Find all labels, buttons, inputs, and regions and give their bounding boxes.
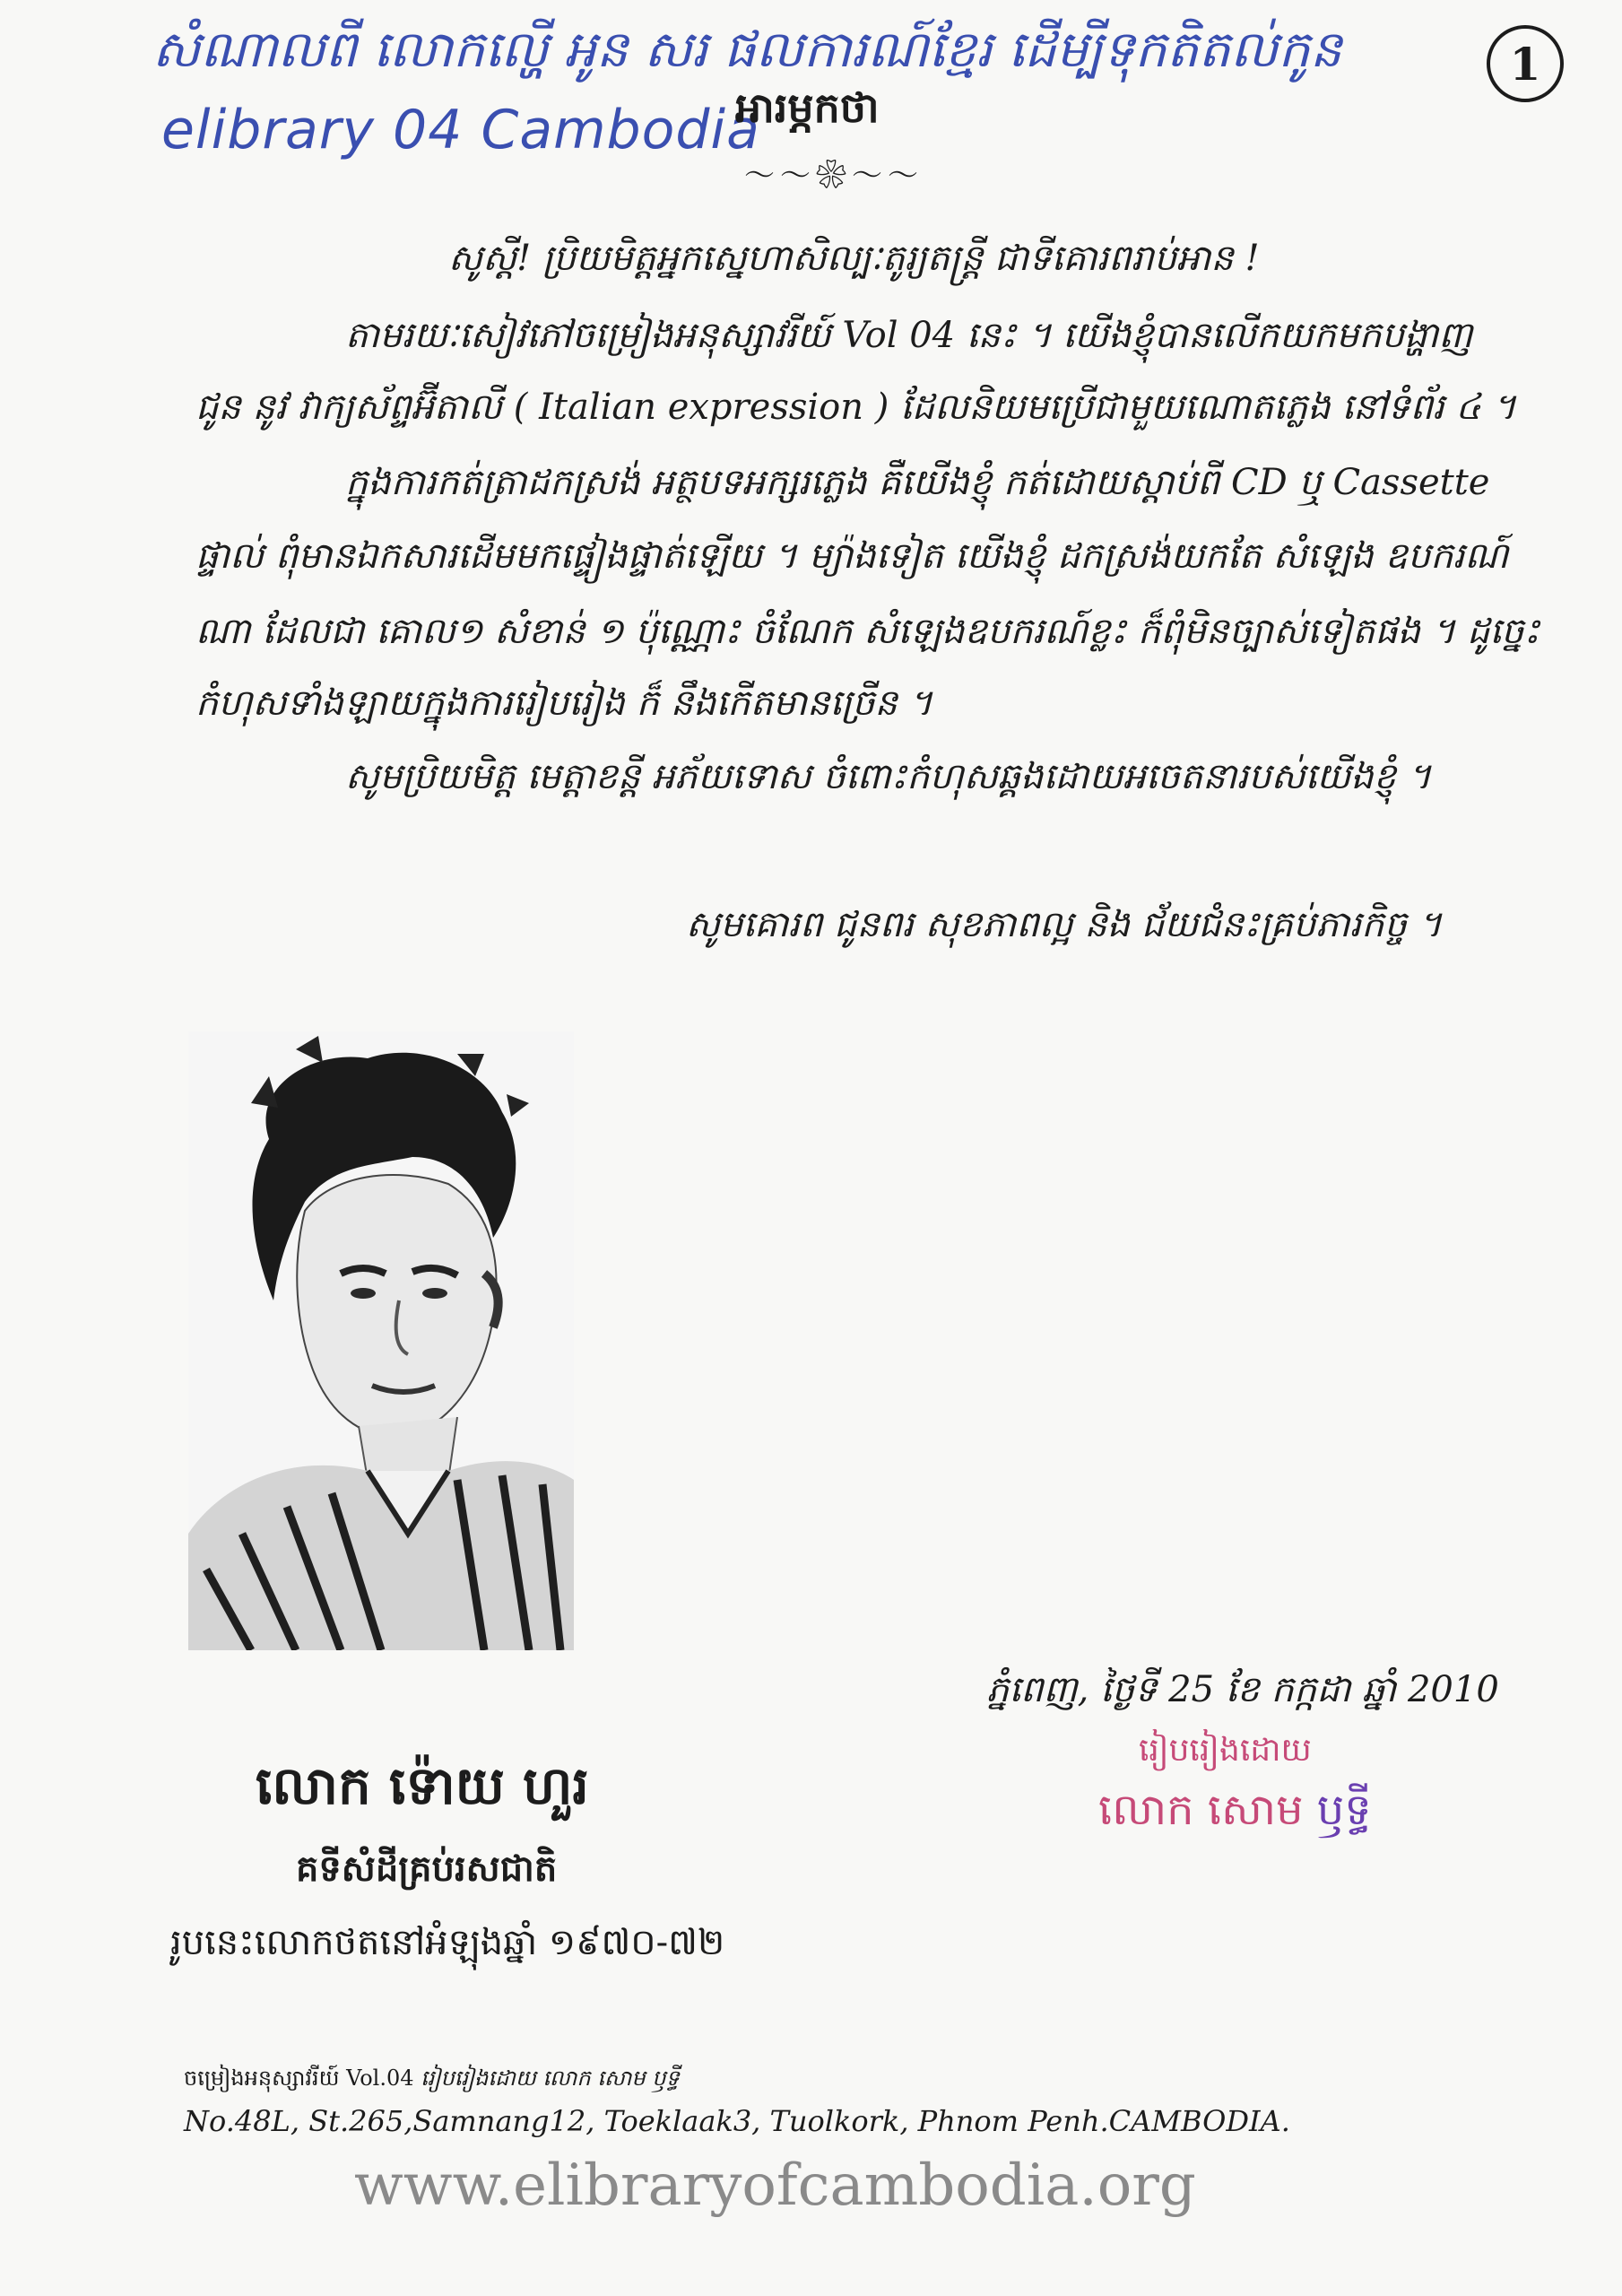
portrait-photo bbox=[188, 1031, 574, 1650]
body-line: ជូន នូវ វាក្យស័ព្ទអ៊ីតាលី ( Italian expression ) ដែលនិយមប្រើជាមួយណោតភ្លេង នៅទំព័រ ៤ ។ bbox=[195, 387, 1516, 428]
title-ornament: ～～❀～～ bbox=[744, 158, 924, 194]
preface-title: អារម្ភកថា bbox=[735, 83, 880, 132]
footer-address: No.48L, St.265,Samnang12, Toeklaak3, Tuolkork, Phnom Penh.CAMBODIA. bbox=[184, 2104, 1290, 2138]
footer-compiled-label: រៀបរៀងដោយ លោក សោម ឫទ្ធី bbox=[413, 2066, 680, 2091]
body-line: កំហុសទាំងឡាយក្នុងការរៀបរៀង ក៏ នឹងកើតមានច្រើន ។ bbox=[195, 683, 932, 724]
footer-book-info bbox=[184, 2065, 680, 2096]
handwritten-latin-note: elibrary 04 Cambodia bbox=[161, 99, 760, 161]
page-number-badge bbox=[1487, 25, 1564, 102]
person-role: គទីសំដីគ្រប់រសជាតិ bbox=[296, 1848, 558, 1890]
person-name: លោក ទ៉ោយ ហួរ bbox=[256, 1755, 589, 1816]
closing-wishes: សូមគោរព ជូនពរ សុខភាពល្អ និង ជ័យជំនះគ្រប់ភារកិច្ច ។ bbox=[686, 904, 1443, 945]
compiled-by-stamp-label: រៀបរៀងដោយ bbox=[1139, 1732, 1312, 1769]
handwritten-khmer-note: សំណាលពី លោកល្ហើ អូន សរ ផលការណ៍ខ្មែរ ដើម្បីទុកតិតល់កូន bbox=[152, 21, 1342, 79]
body-line: ក្នុងការកត់ត្រាដកស្រង់ អត្ថបទអក្សរភ្លេង គឺយើងខ្ញុំ កត់ដោយស្តាប់ពី CD ឬ Cassette bbox=[345, 462, 1490, 503]
compiler-name-suffix: ឫទ្ធី bbox=[1316, 1785, 1372, 1835]
body-line: តាមរយៈសៀវភៅចម្រៀងអនុស្សាវរីយ៍ Vol 04 នេះ ។ យើងខ្ញុំបានលើកយកមកបង្ហាញ bbox=[345, 315, 1473, 356]
page-number: 1 bbox=[1509, 37, 1541, 91]
place-and-date: ភ្នំពេញ, ថ្ងៃទី 25 ខែ កក្កដា ឆ្នាំ 2010 bbox=[986, 1669, 1499, 1710]
compiler-name-prefix: លោក សោម bbox=[1098, 1785, 1317, 1835]
body-line: ផ្ទាល់ ពុំមានឯកសារដើមមកផ្ទៀងផ្ទាត់ឡើយ ។ ម្យ៉ាងទៀត យើងខ្ញុំ ដកស្រង់យកតែ សំឡេង ឧបករណ៍ bbox=[195, 535, 1509, 577]
compiler-stamp-name bbox=[1098, 1783, 1372, 1846]
footer-book-label: ចម្រៀងអនុស្សាវរីយ៍ Vol.04 bbox=[184, 2066, 414, 2091]
body-line: ណា ដែលជា គោល១ សំខាន់ ១ ប៉ុណ្ណោះ ចំណែក សំឡេងឧបករណ៍ខ្លះ ក៏ពុំមិនច្បាស់ទៀតផង ។ ដូច្នេះ bbox=[195, 611, 1540, 652]
photo-caption: រូបនេះលោកថតនៅអំឡុងឆ្នាំ ១៩៧០-៧២ bbox=[170, 1922, 725, 1963]
website-watermark: www.elibraryofcambodia.org bbox=[354, 2152, 1196, 2219]
body-line-greeting: សូស្តី! ប្រិយមិត្តអ្នកស្នេហាសិល្បៈតូរ្យតន្ត្រី ជាទីគោរពរាប់អាន ! bbox=[448, 238, 1260, 279]
portrait-illustration bbox=[188, 1031, 574, 1650]
body-line: សូមប្រិយមិត្ត មេត្តាខន្តី អភ័យទោស ចំពោះកំហុសឆ្គងដោយអចេតនារបស់យើងខ្ញុំ ។ bbox=[345, 756, 1432, 797]
